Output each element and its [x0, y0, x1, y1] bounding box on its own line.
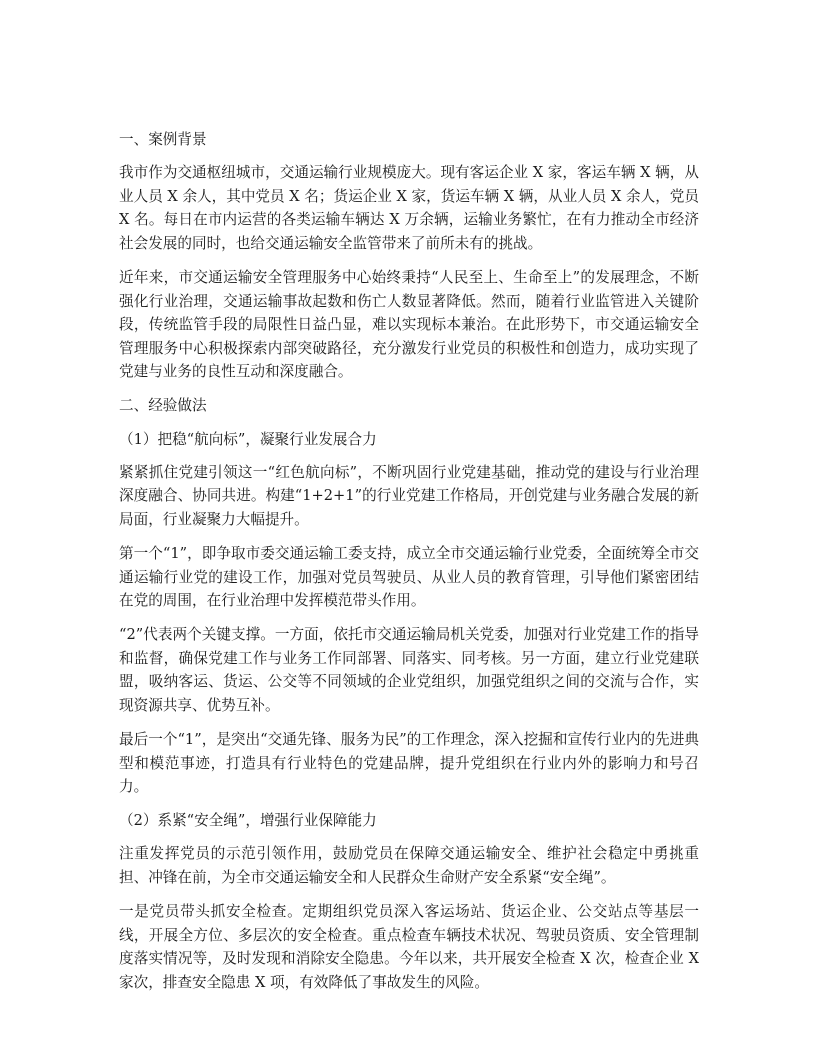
paragraph-last-one: 最后一个“1”，是突出“交通先锋、服务为民”的工作理念，深入挖掘和宣传行业内的先进典型和模范事迹，打造具有行业特色的党建品牌，提升党组织在行业内外的影响力和号召力。 — [119, 731, 699, 796]
document-body — [119, 128, 699, 1005]
subsection-heading-2: （2）系紧“安全绳”，增强行业保障能力 — [119, 812, 377, 830]
paragraph-party-guidance: 紧紧抓住党建引领这一“红色航向标”，不断巩固行业党建基础，推动党的建设与行业治理深度融合、协同共进。构建“1+2+1”的行业党建工作格局，开创党建与业务融合发展的新局面，行业凝聚力大幅提升。 — [119, 463, 699, 528]
paragraph-safety-role: 注重发挥党员的示范引领作用，鼓励党员在保障交通运输安全、维护社会稳定中勇挑重担、冲锋在前，为全市交通运输安全和人民群众生命财产安全系紧“安全绳”。 — [119, 845, 699, 887]
paragraph-first-one: 第一个“1”，即争取市委交通运输工委支持，成立全市交通运输行业党委，全面统筹全市交通运输行业党的建设工作，加强对党员驾驶员、从业人员的教育管理，引导他们紧密团结在党的周围，在行业治理中发挥模范带头作用。 — [119, 544, 699, 610]
paragraph-recent-years: 近年来，市交通运输安全管理服务中心始终秉持“人民至上、生命至上”的发展理念，不断强化行业治理，交通运输事故起数和伤亡人数显著降低。然而，随着行业监管进入关键阶段，传统监管手段的局限性日益凸显，难以实现标本兼治。在此形势下，市交通运输安全管理服务中心积极探索内部突破路径，充分激发行业党员的积极性和创造力，成功实现了党建与业务的良性互动和深度融合。 — [119, 268, 699, 381]
section-heading-case-background: 一、案例背景 — [119, 131, 207, 148]
section-heading-experience: 二、经验做法 — [119, 397, 207, 415]
paragraph-city-overview: 我市作为交通枢纽城市，交通运输行业规模庞大。现有客运企业 X 家，客运车辆 X 辆，从业人员 X 余人，其中党员 X 名；货运企业 X 家，货运车辆 X 辆，从业人员 X 余人，党员 X 名。每日在市内运营的各类运输车辆达 X 万余辆，运输业务繁忙，在有力推动全市经济社会发展的同时，也给交通运输安全监管带来了前所未有的挑战。 — [119, 164, 699, 252]
paragraph-two-supports: “2”代表两个关键支撑。一方面，依托市交通运输局机关党委，加强对行业党建工作的指导和监督，确保党建工作与业务工作同部署、同落实、同考核。另一方面，建立行业党建联盟，吸纳客运、货运、公交等不同领域的企业党组织，加强党组织之间的交流与合作，实现资源共享、优势互补。 — [119, 626, 699, 714]
paragraph-safety-inspection: 一是党员带头抓安全检查。定期组织党员深入客运场站、货运企业、公交站点等基层一线，开展全方位、多层次的安全检查。重点检查车辆技术状况、驾驶员资质、安全管理制度落实情况等，及时发现和消除安全隐患。今年以来，共开展安全检查 X 次，检查企业 X 家次，排查安全隐患 X 项，有效降低了事故发生的风险。 — [119, 903, 699, 991]
subsection-heading-1: （1）把稳“航向标”，凝聚行业发展合力 — [119, 430, 377, 448]
